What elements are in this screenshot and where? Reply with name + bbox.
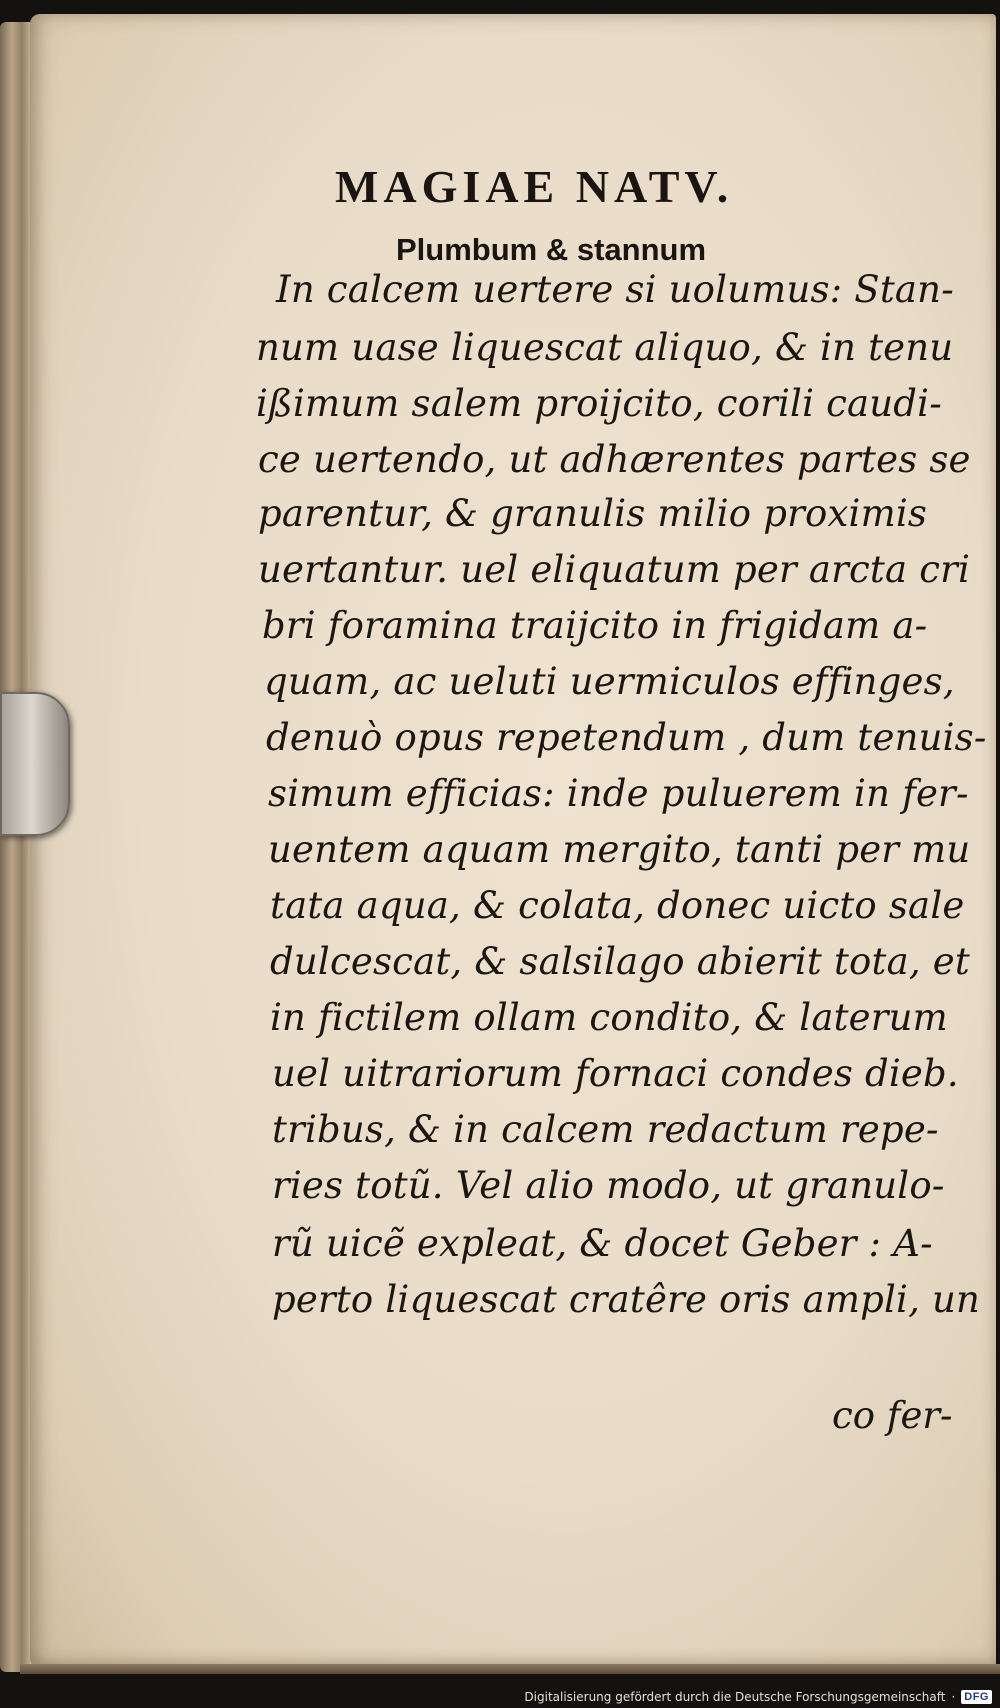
text-line: uentem aquam mergito, tanti per mu [268, 828, 971, 871]
text-line: simum efficias: inde puluerem in fer- [268, 772, 969, 815]
text-line: ries totũ. Vel alio modo, ut granulo- [272, 1164, 945, 1207]
text-line: bri foramina traijcito in frigidam a- [262, 604, 928, 647]
page-bottom-edge [20, 1664, 1000, 1674]
credit-text: Digitalisierung gefördert durch die Deutsche Forschungsgemeinschaft [524, 1690, 946, 1704]
section-title: Plumbum & stannum [396, 232, 707, 267]
text-line: rũ uicẽ expleat, & docet Geber : A- [272, 1222, 933, 1265]
text-line: perto liquescat cratêre oris ampli, un [272, 1278, 981, 1321]
catchword: co fer- [832, 1394, 953, 1437]
credit-separator: · [951, 1690, 956, 1704]
text-line: num uase liquescat aliquo, & in tenu [256, 326, 954, 369]
dfg-logo-icon: DFG [961, 1690, 992, 1704]
text-line: In calcem uertere si uolumus: Stan- [276, 268, 954, 311]
text-line: uertantur. uel eliquatum per arcta cri [258, 548, 971, 591]
digitization-credit [524, 1690, 992, 1704]
text-line: uel uitrariorum fornaci condes dieb. [272, 1052, 959, 1095]
text-line: ce uertendo, ut adhærentes partes se [258, 438, 971, 481]
text-line: in fictilem ollam condito, & laterum [270, 996, 948, 1039]
text-line: ißimum salem proijcito, corili caudi- [256, 382, 942, 425]
text-line: quam, ac ueluti uermiculos effinges, [264, 660, 955, 703]
text-line: denuò opus repetendum , dum tenuis- [266, 716, 987, 759]
text-line: parentur, & granulis milio proximis [258, 492, 928, 535]
running-head: MAGIAE NATV. [335, 161, 734, 212]
text-line: dulcescat, & salsilago abierit tota, et [270, 940, 970, 983]
book-clasp [0, 692, 70, 836]
text-line: tata aqua, & colata, donec uicto sale [270, 884, 965, 927]
text-line: tribus, & in calcem redactum repe- [272, 1108, 939, 1151]
